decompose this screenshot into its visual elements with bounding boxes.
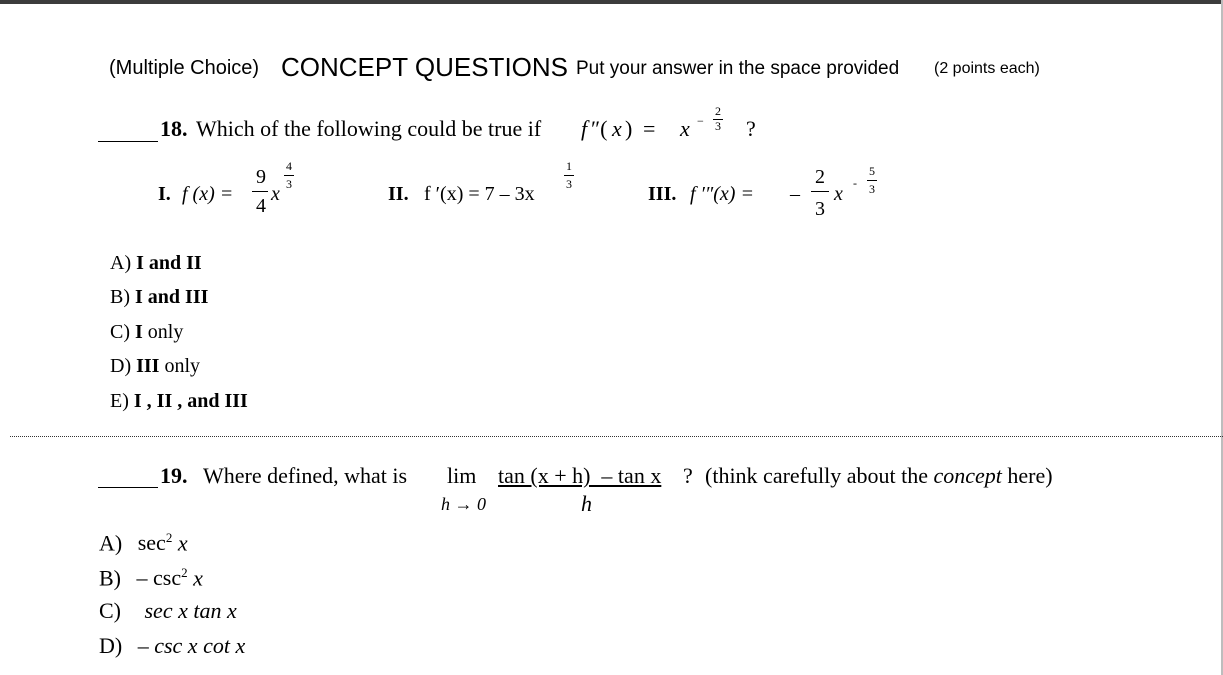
stmt-I-exp-num: 4 [286, 159, 292, 173]
choice-letter: D) [110, 355, 132, 377]
choice-text: I and III [135, 286, 209, 308]
choice-letter: A) [110, 252, 132, 274]
stmt-III-lhs: f ′″(x) = [690, 183, 754, 205]
stmt-II-exp-num: 1 [566, 159, 572, 173]
stmt-II-lhs: f ′(x) = 7 – 3x [424, 183, 535, 205]
q18-choice-c[interactable] [110, 321, 183, 344]
header-points: (2 points each) [934, 60, 1040, 77]
stmt-III-fracbar [811, 191, 829, 192]
q19-lim: lim [447, 463, 477, 488]
stmt-III-exp-num: 5 [869, 164, 875, 178]
choice-letter: C) [110, 321, 130, 343]
q18-exp-num: 2 [715, 104, 721, 118]
q18-choice-a[interactable] [110, 252, 202, 275]
stmt-I-den: 4 [256, 195, 266, 217]
q19-denominator: h [581, 491, 592, 516]
q18-choice-e[interactable] [110, 390, 248, 413]
answer-blank-19[interactable] [98, 487, 158, 488]
stmt-I-exp-den: 3 [286, 177, 292, 191]
choice-exp: 2 [181, 565, 188, 580]
q19-qmark: ? [683, 463, 693, 488]
q19-hint [705, 463, 1053, 489]
q18-close: ) [625, 116, 633, 141]
stmt-I-num: 9 [256, 166, 266, 188]
choice-var: x [193, 565, 203, 591]
choice-letter: C) [99, 598, 121, 623]
stmt-I-x: x [271, 183, 280, 205]
choice-letter: D) [99, 633, 123, 658]
choice-text-bold: I [135, 321, 143, 343]
q19-choice-c[interactable] [99, 598, 237, 624]
choice-text: I , II , and III [133, 390, 248, 412]
q18-x: x [612, 116, 622, 141]
stmt-II-exp-den: 3 [566, 177, 572, 191]
q18-x2: x [680, 116, 690, 141]
choice-text-plain: only [164, 355, 201, 377]
q19-number: 19. [160, 463, 188, 488]
q18-number: 18. [160, 116, 188, 141]
q19-lim-sub: h → 0 [441, 494, 486, 514]
stmt-I-fracbar [252, 191, 268, 192]
q18-text: Which of the following could be true if [196, 116, 542, 141]
q19-hint-post: here) [1007, 463, 1053, 488]
header-title: CONCEPT QUESTIONS [281, 52, 569, 82]
stmt-III-minus: – [790, 183, 800, 205]
q19-text: Where defined, what is [203, 463, 408, 488]
stmt-III-den: 3 [815, 198, 825, 220]
q18-qmark: ? [746, 116, 756, 141]
stmt-I-label: I. [158, 183, 171, 205]
q18-choice-b[interactable] [110, 286, 208, 309]
choice-text: I and II [136, 252, 202, 274]
q19-choice-b[interactable] [99, 565, 203, 591]
choice-text-plain: only [147, 321, 184, 343]
stmt-III-exp-fracbar [867, 180, 877, 181]
q18-exp-den: 3 [715, 119, 721, 133]
q19-choice-d[interactable] [99, 633, 245, 659]
answer-blank-18[interactable] [98, 141, 158, 142]
stmt-II-exp-fracbar [564, 175, 574, 176]
choice-text: – csc x cot x [137, 633, 246, 658]
q19-numerator: tan (x + h) – tan x [498, 463, 662, 488]
q19-hint-concept: concept [933, 463, 1002, 488]
stmt-II-label: II. [388, 183, 409, 205]
header-instruction: Put your answer in the space provided [576, 58, 900, 79]
choice-letter: B) [99, 565, 121, 591]
q18-choice-d[interactable] [110, 355, 200, 378]
choice-var: x [177, 530, 188, 556]
choice-exp: 2 [165, 530, 173, 545]
section-divider [10, 436, 1223, 437]
stmt-I-lhs: f (x) = [182, 183, 234, 205]
q19-hint-pre: (think carefully about the [705, 463, 928, 488]
q18-eq: = [643, 116, 656, 141]
stmt-III-exp-den: 3 [869, 182, 875, 196]
choice-text: sec x tan x [144, 598, 237, 623]
stmt-III-num: 2 [815, 166, 825, 188]
q18-exp-minus: − [697, 114, 704, 128]
stmt-III-exp-minus: - [853, 176, 857, 190]
choice-text-bold: III [136, 355, 160, 377]
choice-letter: B) [110, 286, 130, 308]
choice-letter: E) [110, 390, 129, 412]
choice-func: sec [137, 530, 166, 556]
header-type-label: (Multiple Choice) [109, 57, 260, 79]
choice-letter: A) [99, 530, 123, 556]
q18-f: f [581, 116, 588, 141]
q18-prime2: ″( [591, 116, 608, 141]
choice-func: – csc [136, 565, 182, 591]
q19-choice-a[interactable] [99, 530, 188, 556]
stmt-III-x: x [834, 183, 843, 205]
window-top-border [0, 0, 1223, 4]
stmt-III-label: III. [648, 183, 677, 205]
stmt-I-exp-fracbar [284, 175, 294, 176]
